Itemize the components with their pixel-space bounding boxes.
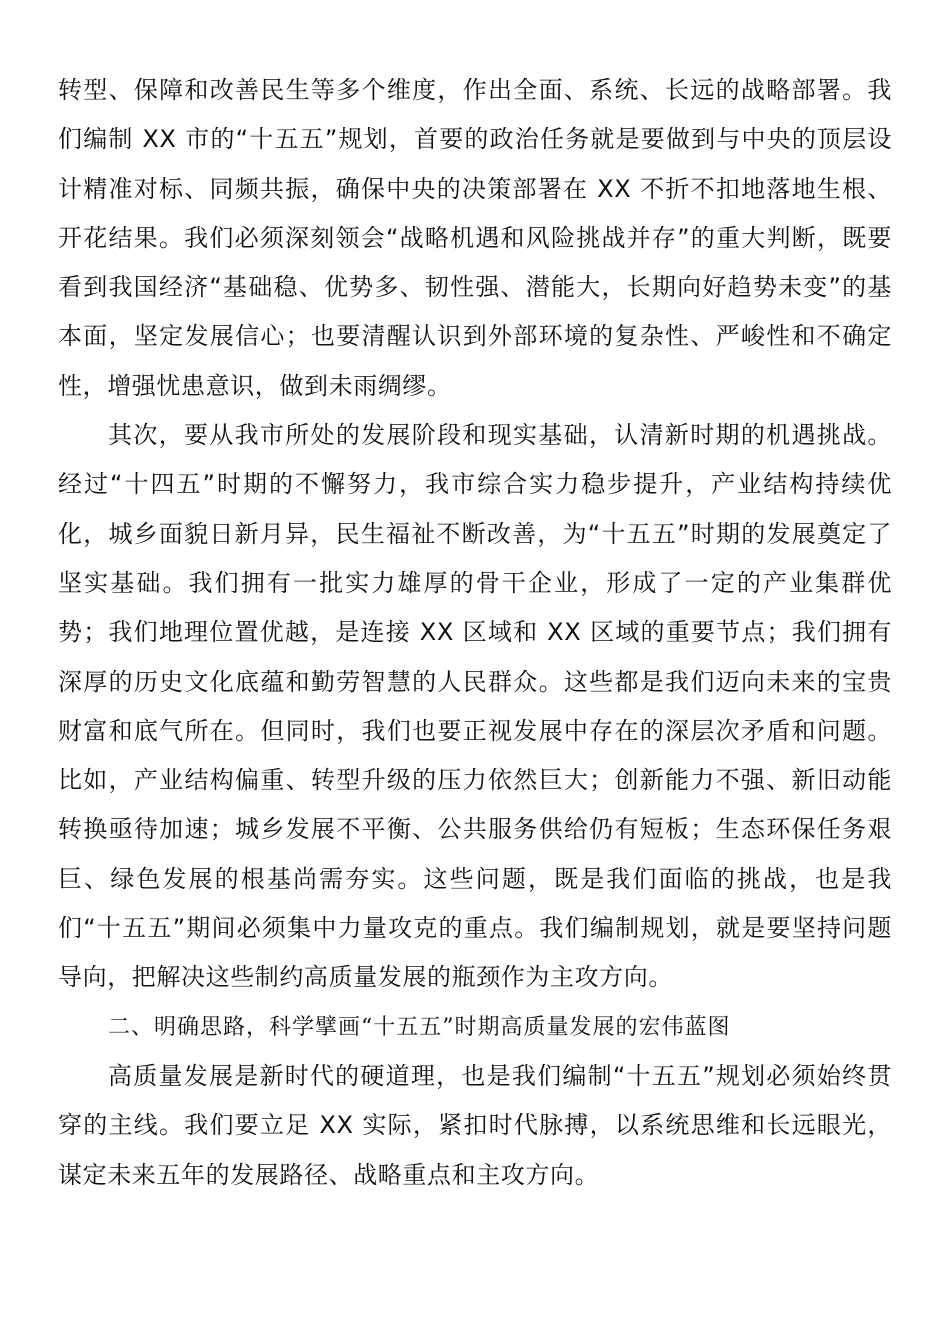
section-heading-two: 二、明确思路，科学擘画“十五五”时期高质量发展的宏伟蓝图 (108, 1014, 731, 1040)
paragraph-high-quality-development: 高质量发展是新时代的硬道理，也是我们编制“十五五”规划必须始终贯穿的主线。我们要立足 XX 实际，紧扣时代脉搏，以系统思维和长远眼光，谋定未来五年的发展路径、战略重点和主攻方向。 (58, 1061, 892, 1189)
paragraph-opportunities-challenges: 其次，要从我市所处的发展阶段和现实基础，认清新时期的机遇挑战。经过“十四五”时期的不懈努力，我市综合实力稳步提升，产业结构持续优化，城乡面貌日新月异，民生福祉不断改善，为“十五五”时期的发展奠定了坚实基础。我们拥有一批实力雄厚的骨干企业，形成了一定的产业集群优势；我们地理位置优越，是连接 XX 区域和 XX 区域的重要节点；我们拥有深厚的历史文化底蕴和勤劳智慧的人民群众。这些都是我们迈向未来的宝贵财富和底气所在。但同时，我们也要正视发展中存在的深层次矛盾和问题。比如，产业结构偏重、转型升级的压力依然巨大；创新能力不强、新旧动能转换亟待加速；城乡发展不平衡、公共服务供给仍有短板；生态环保任务艰巨、绿色发展的根基尚需夯实。这些问题，既是我们面临的挑战，也是我们“十五五”期间必须集中力量攻克的重点。我们编制规划，就是要坚持问题导向，把解决这些制约高质量发展的瓶颈作为主攻方向。 (58, 421, 892, 992)
paragraph-continuation: 转型、保障和改善民生等多个维度，作出全面、系统、长远的战略部署。我们编制 XX 市的“十五五”规划，首要的政治任务就是要做到与中央的顶层设计精准对标、同频共振，确保中央的决策部署在 XX 不折不扣地落地生根、开花结果。我们必须深刻领会“战略机遇和风险挑战并存”的重大判断，既要看到我国经济“基础稳、优势多、韧性强、潜能大，长期向好趋势未变”的基本面，坚定发展信心；也要清醒认识到外部环境的复杂性、严峻性和不确定性，增强忧患意识，做到未雨绸缪。 (58, 76, 892, 400)
document-body (58, 66, 892, 1200)
